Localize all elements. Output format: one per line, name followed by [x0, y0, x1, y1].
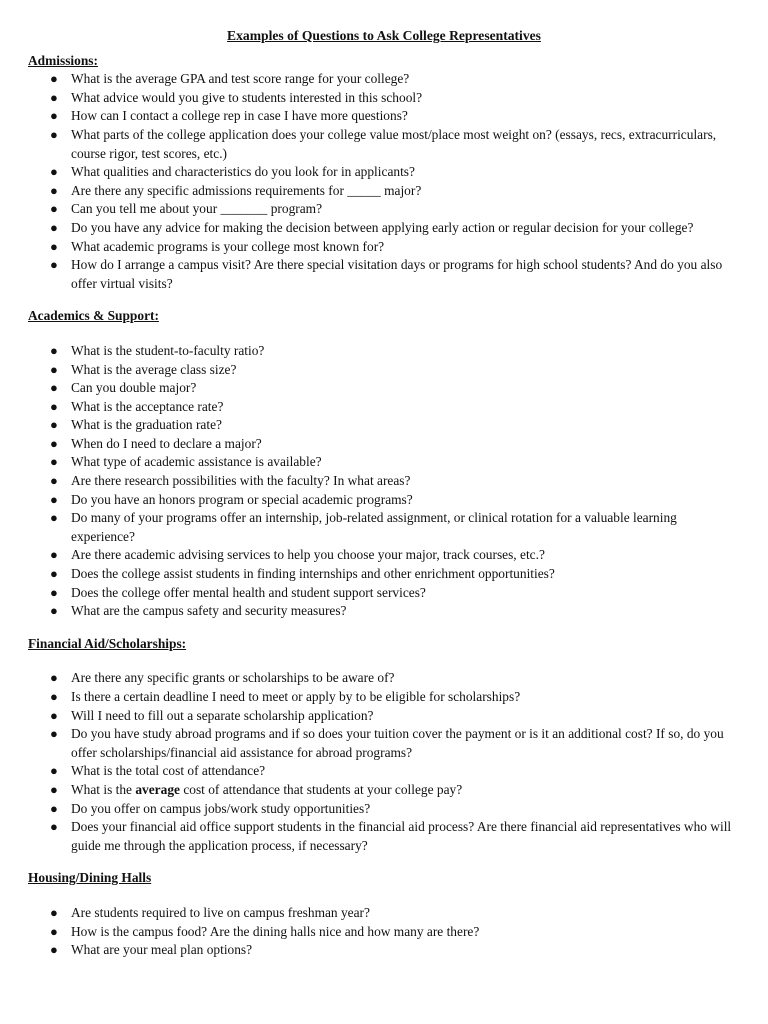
list-item — [28, 904, 740, 923]
bullet-icon: ● — [50, 182, 58, 198]
bullet-icon: ● — [50, 800, 58, 816]
bullet-icon: ● — [50, 201, 58, 217]
bullet-icon: ● — [50, 380, 58, 396]
question-text: Can you double major? — [71, 380, 197, 396]
question-text: Can you tell me about your _______ program? — [71, 201, 323, 217]
question-text: Are there research possibilities with the faculty? In what areas? — [71, 473, 411, 489]
list-item — [28, 923, 740, 942]
list-item — [28, 491, 740, 510]
list-item — [28, 472, 740, 491]
bullet-icon: ● — [50, 89, 58, 105]
question-text: What type of academic assistance is available? — [71, 454, 322, 470]
question-text: What qualities and characteristics do you look for in applicants? — [71, 164, 415, 180]
bullet-icon: ● — [50, 219, 58, 235]
bullet-icon: ● — [50, 670, 58, 686]
list-item — [28, 342, 740, 361]
bullet-icon: ● — [50, 726, 58, 742]
question-text: Do many of your programs offer an internship, job-related assignment, or clinical rotation for a valuable learning experience? — [71, 510, 677, 544]
bullet-icon: ● — [50, 707, 58, 723]
question-text: What advice would you give to students interested in this school? — [71, 89, 423, 105]
document-title: Examples of Questions to Ask College Representatives — [227, 28, 541, 43]
list-item — [28, 546, 740, 565]
list-item — [28, 435, 740, 454]
section-2 — [28, 635, 740, 856]
question-text: What is the acceptance rate? — [71, 398, 224, 414]
bullet-icon: ● — [50, 510, 58, 526]
sections-container — [28, 52, 740, 960]
question-text: Does the college assist students in finding internships and other enrichment opportunities? — [71, 566, 555, 582]
question-list — [28, 342, 740, 621]
list-item — [28, 256, 740, 293]
question-text: What is the average class size? — [71, 361, 237, 377]
list-item — [28, 707, 740, 726]
list-item — [28, 941, 740, 960]
bullet-icon: ● — [50, 238, 58, 254]
list-item — [28, 453, 740, 472]
section-heading: Academics & Support: — [28, 308, 159, 324]
bullet-icon: ● — [50, 566, 58, 582]
question-text: When do I need to declare a major? — [71, 435, 262, 451]
question-text: cost of attendance that students at your college pay? — [179, 781, 463, 797]
list-item — [28, 200, 740, 219]
section-0 — [28, 52, 740, 294]
question-text: Does the college offer mental health and student support services? — [71, 584, 426, 600]
question-text: What is the average GPA and test score range for your college? — [71, 71, 410, 87]
list-item — [28, 107, 740, 126]
list-item — [28, 70, 740, 89]
list-item — [28, 565, 740, 584]
bullet-icon: ● — [50, 819, 58, 835]
bullet-icon: ● — [50, 689, 58, 704]
list-item — [28, 762, 740, 781]
question-text: What are the campus safety and security measures? — [71, 603, 347, 619]
bullet-icon: ● — [50, 547, 58, 563]
bullet-icon: ● — [50, 603, 58, 619]
question-text: Are there academic advising services to help you choose your major, track courses, etc.? — [71, 547, 545, 563]
question-text: Are there any specific grants or scholarships to be aware of? — [71, 670, 395, 686]
list-item — [28, 800, 740, 819]
section-heading: Financial Aid/Scholarships: — [28, 635, 187, 651]
question-text: What are your meal plan options? — [71, 942, 253, 958]
list-item — [28, 182, 740, 201]
list-item — [28, 584, 740, 603]
list-item — [28, 238, 740, 257]
bullet-icon: ● — [50, 942, 58, 958]
section-heading: Housing/Dining Halls — [28, 870, 152, 886]
question-list — [28, 70, 740, 293]
section-heading: Admissions: — [28, 52, 98, 68]
question-text: Are there any specific admissions requirements for _____ major? — [71, 182, 422, 198]
question-text: What is the total cost of attendance? — [71, 763, 266, 779]
bullet-icon: ● — [50, 923, 58, 939]
list-item — [28, 725, 740, 762]
question-text: Do you have an honors program or special academic programs? — [71, 491, 413, 507]
question-text: What is the student-to-faculty ratio? — [71, 342, 265, 358]
question-text-emphasis: average — [135, 781, 180, 797]
bullet-icon: ● — [50, 257, 58, 273]
list-item — [28, 602, 740, 621]
section-3 — [28, 869, 740, 959]
bullet-icon: ● — [50, 904, 58, 920]
list-item — [28, 126, 740, 163]
bullet-icon: ● — [50, 473, 58, 489]
question-text: What is the — [71, 781, 136, 797]
bullet-icon: ● — [50, 126, 58, 142]
bullet-icon: ● — [50, 763, 58, 779]
bullet-icon: ● — [50, 435, 58, 451]
question-text: Are students required to live on campus freshman year? — [71, 904, 370, 920]
list-item — [28, 163, 740, 182]
bullet-icon: ● — [50, 342, 58, 358]
list-item — [28, 781, 740, 800]
bullet-icon: ● — [50, 71, 58, 87]
question-text: What parts of the college application does your college value most/place most weight on? (essays, recs, extracurriculars, course rigor, test scores, etc.) — [71, 126, 717, 161]
bullet-icon: ● — [50, 108, 58, 124]
list-item — [28, 416, 740, 435]
bullet-icon: ● — [50, 164, 58, 180]
list-item — [28, 379, 740, 398]
list-item — [28, 688, 740, 707]
question-text: How can I contact a college rep in case I have more questions? — [71, 108, 408, 124]
question-text: How do I arrange a campus visit? Are there special visitation days or programs for high school students? And do you also offer virtual visits? — [71, 257, 723, 291]
bullet-icon: ● — [50, 417, 58, 433]
bullet-icon: ● — [50, 361, 58, 377]
list-item — [28, 509, 740, 546]
list-item — [28, 818, 740, 855]
question-text: How is the campus food? Are the dining halls nice and how many are there? — [71, 923, 480, 939]
question-list — [28, 669, 740, 855]
question-text: Will I need to fill out a separate scholarship application? — [71, 707, 374, 723]
question-text: What academic programs is your college most known for? — [71, 238, 385, 254]
list-item — [28, 398, 740, 417]
list-item — [28, 89, 740, 108]
bullet-icon: ● — [50, 398, 58, 414]
question-text: What is the graduation rate? — [71, 417, 222, 433]
bullet-icon: ● — [50, 781, 58, 797]
question-text: Do you offer on campus jobs/work study opportunities? — [71, 800, 371, 816]
question-list — [28, 904, 740, 960]
list-item — [28, 219, 740, 238]
question-text: Does your financial aid office support students in the financial aid process? Are there financial aid representatives who will guide me through the application process, if necessary? — [71, 819, 732, 853]
bullet-icon: ● — [50, 584, 58, 600]
question-text: Do you have study abroad programs and if so does your tuition cover the payment or is it an additional cost? If so, do you offer scholarships/financial aid assistance for abroad programs? — [71, 726, 724, 760]
question-text: Do you have any advice for making the decision between applying early action or regular decision for your college? — [71, 219, 694, 235]
bullet-icon: ● — [50, 454, 58, 470]
bullet-icon: ● — [50, 491, 58, 507]
list-item — [28, 669, 740, 688]
question-text: Is there a certain deadline I need to meet or apply by to be eligible for scholarships? — [71, 689, 521, 704]
section-1 — [28, 307, 740, 621]
list-item — [28, 361, 740, 380]
